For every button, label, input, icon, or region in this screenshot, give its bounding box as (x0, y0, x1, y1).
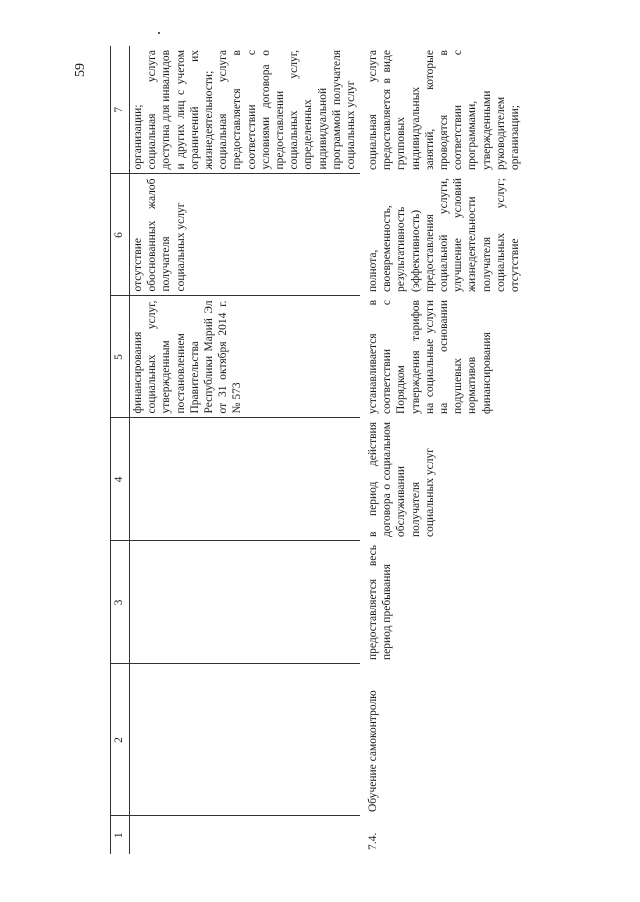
row-7-4-term: предоставляется весь период пребывания (367, 545, 394, 660)
header-row (111, 46, 130, 854)
row-7-4-conditions: социальная услуга предоставляется в виде групповых индивидуальных занятий, которые проводятся в соответствии с программами, утвержденными руководителем организации; (367, 50, 522, 170)
header-col-1: 1 (111, 816, 130, 854)
row-7-4-period: в период действия договора о социальном обслуживании получателя социальных услуг (367, 422, 436, 537)
services-table (110, 46, 523, 854)
header-col-4: 4 (111, 418, 130, 541)
cont-cell-1 (130, 816, 361, 854)
cont-cell-5: финансирования социальных услуг, утвержденным постановлением Правительства Республики Марий Эл от 31 октября 2014 г. № 573 (130, 296, 361, 418)
header-col-7: 7 (111, 46, 130, 174)
cont-cell-2 (130, 664, 361, 816)
cont-cell-6: отсутствие обоснованных жалоб получателя социальных услуг (130, 174, 361, 296)
row-7-4-tariff: устанавливается в соответствии с Порядком утверждения тарифов на социальные услуги на основании подушевых нормативов финансирования (367, 300, 493, 414)
header-col-2: 2 (111, 664, 130, 816)
row-7-4-number: 7.4. (367, 832, 379, 850)
row-7-4-quality: полнота, своевременность, результативность (эффективность) предоставления социальной услуги, улучшение условий жизнедеятельности получателя социальных услуг; отсутствие (367, 178, 522, 292)
cont-cell-3 (130, 541, 361, 664)
scan-speck (158, 32, 160, 34)
rotated-table-page (110, 46, 522, 854)
header-col-6: 6 (111, 174, 130, 296)
cont-cell-4 (130, 418, 361, 541)
header-col-3: 3 (111, 541, 130, 664)
page-number: 59 (73, 63, 88, 77)
cont-cell-7: организации; социальная услуга доступна для инвалидов и других лиц с учетом ограничений их жизнедеятельности; социальная услуга предоставляется в соответствии с условиями договора о предоставлении социальных услуг, определенных индивидуальной программой получателя социальных услуг (132, 50, 358, 170)
continuation-row (130, 46, 361, 854)
row-7-4 (360, 46, 523, 854)
row-7-4-service-name: Обучение самоконтролю (367, 690, 379, 812)
header-col-5: 5 (111, 296, 130, 418)
